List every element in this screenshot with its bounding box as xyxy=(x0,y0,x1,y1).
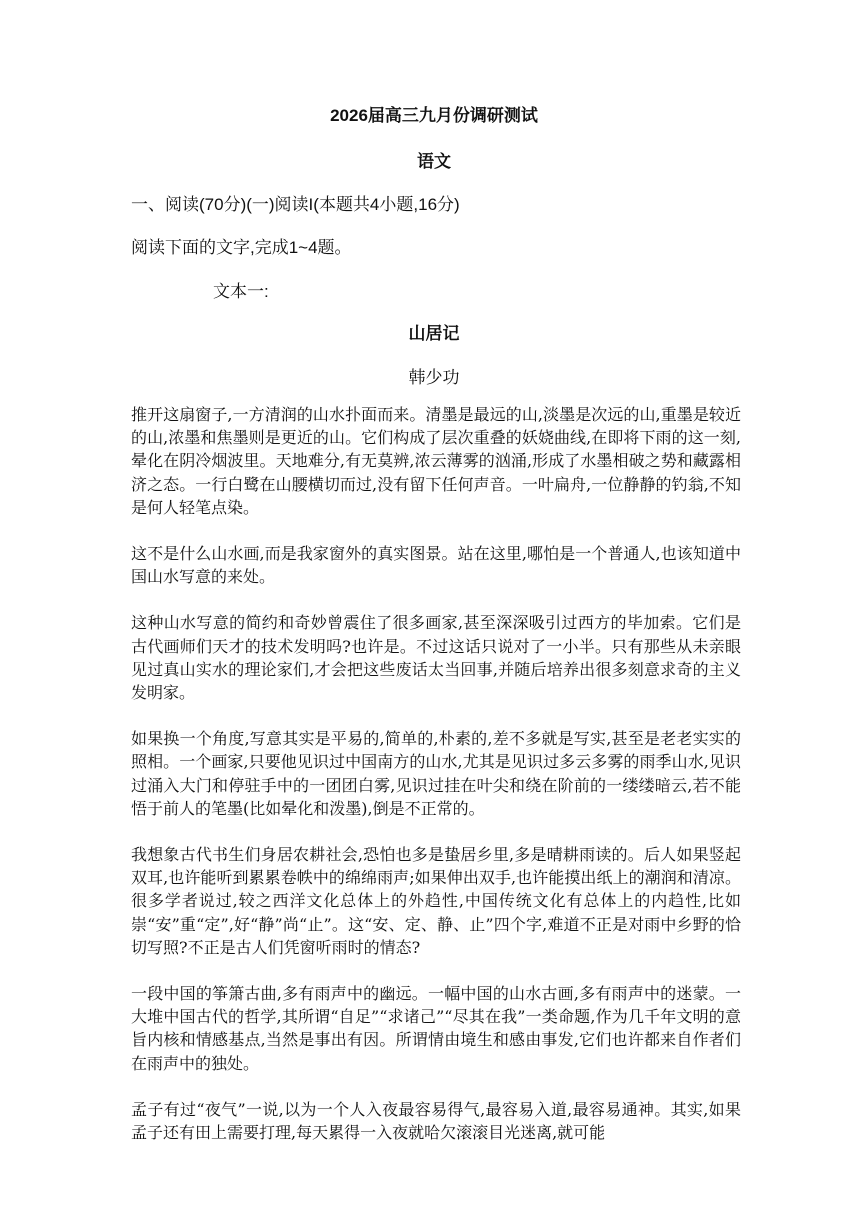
article-paragraph: 这不是什么山水画,而是我家窗外的真实图景。站在这里,哪怕是一个普通人,也该知道中国山水写意的来处。 xyxy=(131,544,741,587)
article-paragraph: 如果换一个角度,写意其实是平易的,简单的,朴素的,差不多就是写实,甚至是老老实实的照相。一个画家,只要他见识过中国南方的山水,尤其是见识过多云多雾的雨季山水,见识过涌入大门和停驻手中的一团团白雾,见识过挂在叶尖和绕在阶前的一缕缕暗云,若不能悟于前人的笔墨(比如晕化和泼墨),倒是不正常的。 xyxy=(131,729,741,818)
exam-subject: 语文 xyxy=(417,152,451,171)
reading-instruction: 阅读下面的文字,完成1~4题。 xyxy=(131,238,352,257)
text-label: 文本一: xyxy=(213,282,269,301)
article-paragraph: 推开这扇窗子,一方清润的山水扑面而来。清墨是最远的山,淡墨是次远的山,重墨是较近的山,浓墨和焦墨则是更近的山。它们构成了层次重叠的妖娆曲线,在即将下雨的这一刻,晕化在阴冷烟波里。天地难分,有无莫辨,浓云薄雾的汹涌,形成了水墨相破之势和藏露相济之态。一行白鹭在山腰横切而过,没有留下任何声音。一叶扁舟,一位静静的钓翁,不知是何人轻笔点染。 xyxy=(131,405,741,517)
article-author: 韩少功 xyxy=(408,368,460,387)
article-paragraph: 这种山水写意的简约和奇妙曾震住了很多画家,甚至深深吸引过西方的毕加索。它们是古代画师们天才的技术发明吗?也许是。不过这话只说对了一小半。只有那些从未亲眼见过真山实水的理论家们,才会把这些废话太当回事,并随后培养出很多刻意求奇的主义发明家。 xyxy=(131,613,741,703)
exam-title: 2026届高三九月份调研测试 xyxy=(330,106,538,125)
article-paragraph: 一段中国的筝箫古曲,多有雨声中的幽远。一幅中国的山水古画,多有雨声中的迷蒙。一大堆中国古代的哲学,其所谓“自足”“求诸己”“尽其在我”一类命题,作为几千年文明的意旨内核和情感基点,当然是事出有因。所谓情由境生和感由事发,它们也许都来自作者们在雨声中的独处。 xyxy=(131,984,741,1073)
article-title: 山居记 xyxy=(408,324,460,343)
section-heading: 一、阅读(70分)(一)阅读I(本题共4小题,16分) xyxy=(131,195,460,214)
article-body xyxy=(131,403,741,1167)
article-paragraph: 孟子有过“夜气”一说,以为一个人入夜最容易得气,最容易入道,最容易通神。其实,如果孟子还有田上需要打理,每天累得一入夜就哈欠滚滚目光迷离,就可能 xyxy=(131,1099,741,1143)
article-paragraph: 我想象古代书生们身居农耕社会,恐怕也多是蛰居乡里,多是晴耕雨读的。后人如果竖起双耳,也许能听到累累卷帙中的绵绵雨声;如果伸出双手,也许能摸出纸上的潮润和清凉。很多学者说过,较之西洋文化总体上的外趋性,中国传统文化有总体上的内趋性,比如崇“安”重“定”,好“静”尚“止”。这“安、定、静、止”四个字,难道不正是对雨中乡野的恰切写照?不正是古人们凭窗听雨时的情态? xyxy=(131,845,741,957)
